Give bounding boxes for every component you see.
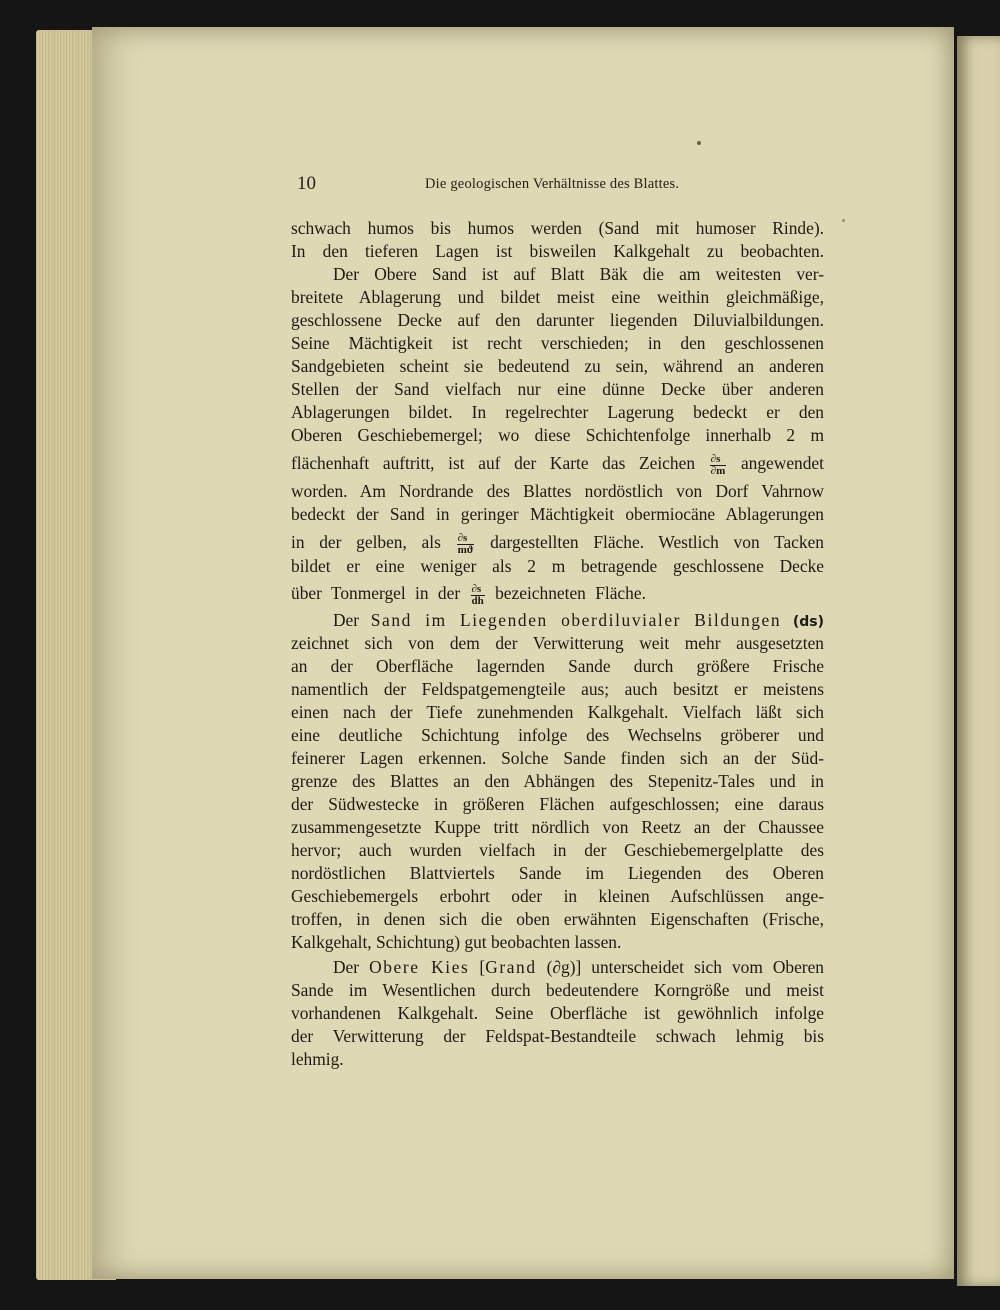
text-line: Sandgebieten scheint sie bedeutend zu sein, während an anderen — [291, 356, 824, 376]
text-line: Ablagerungen bildet. In regelrechter Lagerung bedeckt er den — [291, 402, 824, 422]
text-line: zusammengesetzte Kuppe tritt nördlich von Reetz an der Chaussee — [291, 817, 824, 837]
paper-speck — [697, 141, 701, 145]
text-line: nordöstlichen Blattviertels Sande im Liegenden des Oberen — [291, 863, 824, 883]
map-symbol-s-h — [471, 584, 485, 606]
text-line: eine deutliche Schichtung infolge des Wechselns gröberer und — [291, 725, 824, 745]
text-line: hervor; auch wurden vielfach in der Geschiebemergelplatte des — [291, 840, 824, 860]
text-line: In den tieferen Lagen ist bisweilen Kalkgehalt zu beobachten. — [291, 241, 824, 261]
text-line: Stellen der Sand vielfach nur eine dünne Decke über anderen — [291, 379, 824, 399]
text-segment: (∂g)] unterscheidet sich vom Oberen — [546, 957, 824, 977]
text-line: Der Obere Sand ist auf Blatt Bäk die am weitesten ver- — [333, 264, 824, 284]
text-line: an der Oberfläche lagernden Sande durch größere Frische — [291, 656, 824, 676]
symbol-denominator: ∂m — [710, 464, 726, 475]
page-header — [297, 173, 827, 197]
text-segment: dargestellten Fläche. Westlich von Tacken — [490, 532, 824, 552]
text-line — [291, 452, 824, 475]
spaced-text: Grand — [485, 957, 537, 977]
text-segment: bezeichneten Fläche. — [495, 583, 646, 603]
symbol-numerator: ∂s — [457, 533, 475, 545]
text-line: schwach humos bis humos werden (Sand mit humoser Rinde). — [291, 218, 824, 238]
text-line: bedeckt der Sand in geringer Mächtigkeit obermiocäne Ablagerungen — [291, 504, 824, 524]
page-number: 10 — [297, 173, 316, 194]
text-line: Kalkgehalt, Schichtung) gut beobachten lassen. — [291, 932, 622, 952]
text-line — [291, 531, 824, 554]
text-line: worden. Am Nordrande des Blattes nordöstlich von Dorf Vahrnow — [291, 481, 824, 501]
text-line: vorhandenen Kalkgehalt. Seine Oberfläche ist gewöhnlich infolge — [291, 1003, 824, 1023]
text-segment: über Tonmergel in der — [291, 583, 461, 603]
text-line: geschlossene Decke auf den darunter liegenden Diluvialbildungen. — [291, 310, 824, 330]
text-line: lehmig. — [291, 1049, 344, 1069]
text-line: zeichnet sich von dem der Verwitterung weit mehr ausgesetzten — [291, 633, 824, 653]
text-line: namentlich der Feldspatgemengteile aus; auch besitzt er meistens — [291, 679, 824, 699]
map-symbol-s-mtheta — [457, 533, 475, 555]
text-line: Sande im Wesentlichen durch bedeutendere Korngröße und meist — [291, 980, 824, 1000]
paper-speck — [842, 219, 845, 222]
text-segment: [ — [479, 957, 486, 977]
text-segment: in der gelben, als — [291, 532, 441, 552]
text-line — [291, 582, 824, 605]
text-line: Seine Mächtigkeit ist recht verschieden; in den geschlossenen — [291, 333, 824, 353]
text-segment: Der — [333, 957, 360, 977]
text-line: einen nach der Tiefe zunehmenden Kalkgehalt. Vielfach läßt sich — [291, 702, 824, 722]
symbol-numerator: ∂s — [710, 454, 727, 466]
map-symbol-s-m — [710, 454, 727, 476]
text-line: feinerer Lagen erkennen. Solche Sande finden sich an der Süd- — [291, 748, 824, 768]
text-line: breitete Ablagerung und bildet meist eine weithin gleichmäßige, — [291, 287, 824, 307]
text-line: Geschiebemergels erbohrt oder in kleinen Aufschlüssen ange- — [291, 886, 824, 906]
text-line: bildet er eine weniger als 2 m betragende geschlossene Decke — [291, 556, 824, 576]
text-line: der Südwestecke in größeren Flächen aufgeschlossen; eine daraus — [291, 794, 824, 814]
symbol-denominator: mϑ — [457, 543, 474, 554]
symbol-numerator: ∂s — [471, 584, 485, 596]
running-head: Die geologischen Verhältnisse des Blattes. — [425, 176, 680, 192]
text-line: troffen, in denen sich die oben erwähnten Eigenschaften (Frische, — [291, 909, 824, 929]
text-line: der Verwitterung der Feldspat-Bestandteile schwach lehmig bis — [291, 1026, 824, 1046]
text-line: Oberen Geschiebemergel; wo diese Schichtenfolge innerhalb 2 m — [291, 425, 824, 445]
spaced-text: Obere Kies — [369, 957, 470, 977]
text-segment: Der — [333, 610, 360, 630]
text-segment: angewendet — [740, 453, 824, 473]
text-segment: flächenhaft auftritt, ist auf der Karte das Zeichen — [291, 453, 696, 473]
text-line — [333, 956, 824, 979]
text-line — [333, 609, 824, 632]
symbol-denominator: dh — [471, 594, 484, 605]
spaced-text: Sand im Liegenden oberdiluvialer Bildungen — [370, 610, 782, 630]
next-page-edge — [957, 36, 1000, 1286]
map-symbol-ds: (ds) — [792, 614, 824, 630]
text-line: grenze des Blattes an den Abhängen des Stepenitz-Tales und in — [291, 771, 824, 791]
